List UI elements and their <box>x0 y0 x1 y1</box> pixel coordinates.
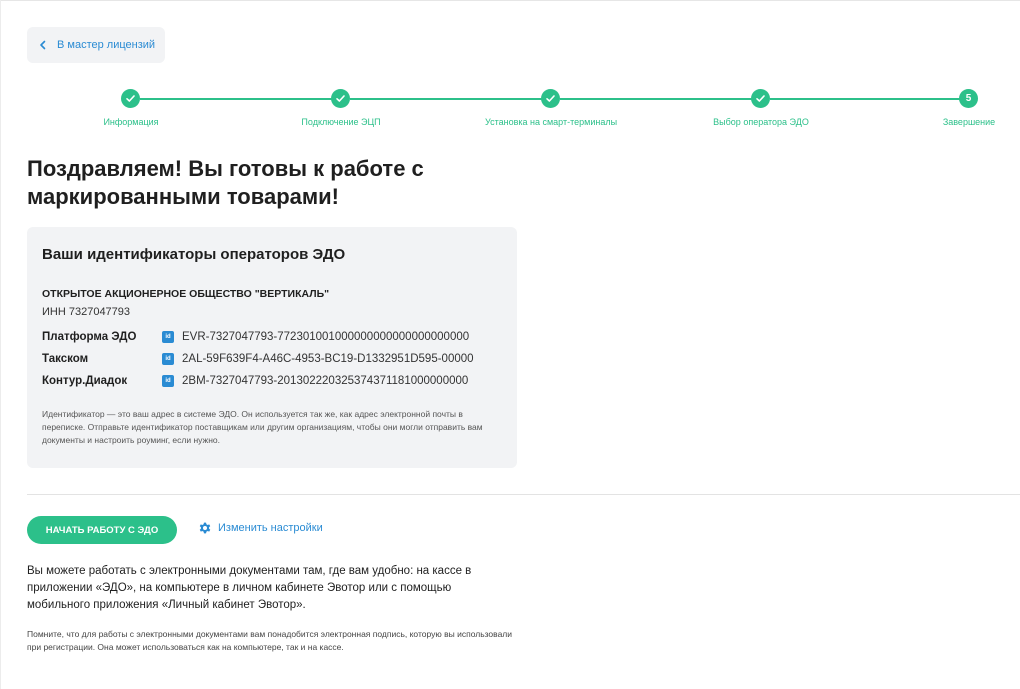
back-button-label: В мастер лицензий <box>57 39 156 51</box>
id-badge-icon: id <box>162 331 174 343</box>
step-1-done <box>121 89 140 108</box>
operator-name: Контур.Диадок <box>42 375 128 387</box>
signature-reminder: Помните, что для работы с электронными документами вам понадобится электронная подпись, которую вы использовали при регистрации. Она может использоваться как на компьютере, так и на кассе. <box>27 629 513 652</box>
operator-row <box>42 329 469 345</box>
organization-inn: ИНН 7327047793 <box>42 306 131 318</box>
start-edo-button[interactable]: НАЧАТЬ РАБОТУ С ЭДО <box>27 516 177 544</box>
edo-identifiers-card <box>27 227 517 468</box>
operator-id[interactable]: 2BM-7327047793-201302220325374371181000000000 <box>182 375 469 387</box>
operator-id[interactable]: 2AL-59F639F4-A46C-4953-BC19-D1332951D595-00000 <box>182 353 474 365</box>
checkmark-icon <box>545 93 556 104</box>
step-connector <box>770 98 968 100</box>
operator-name: Платформа ЭДО <box>42 331 137 343</box>
top-border <box>0 0 1020 1</box>
operator-id[interactable]: EVR-7327047793-772301001000000000000000000000 <box>182 331 470 343</box>
identifier-explanation: Идентификатор — это ваш адрес в системе ЭДО. Он используется так же, как адрес электронной почты в переписке. Отправьте идентификатор поставщикам или другим организациям, чтобы они могли отправить вам документы и настроить роуминг, если нужно. <box>42 409 483 445</box>
usage-description: Вы можете работать с электронными документами там, где вам удобно: на кассе в приложении «ЭДО», на компьютере в личном кабинете Эвотор или с помощью мобильного приложения «Личный кабинет Эвотор». <box>27 565 472 611</box>
step-label-ecp: Подключение ЭЦП <box>301 117 381 127</box>
step-number: 5 <box>965 93 972 104</box>
gear-icon <box>198 521 212 535</box>
operator-row <box>42 351 474 367</box>
step-connector <box>560 98 760 100</box>
change-settings-link[interactable] <box>198 521 323 535</box>
step-5-current <box>959 89 978 108</box>
step-label-finish: Завершение <box>942 117 996 127</box>
id-badge-icon: id <box>162 375 174 387</box>
chevron-left-icon <box>37 39 49 51</box>
step-label-operator: Выбор оператора ЭДО <box>713 117 809 127</box>
checkmark-icon <box>755 93 766 104</box>
wizard-stepper <box>0 88 1020 138</box>
operator-name: Такском <box>42 353 89 365</box>
organization-name: ОТКРЫТОЕ АКЦИОНЕРНОЕ ОБЩЕСТВО "ВЕРТИКАЛЬ" <box>42 288 330 300</box>
id-badge-icon: id <box>162 353 174 365</box>
step-2-done <box>331 89 350 108</box>
step-connector <box>140 98 340 100</box>
step-label-info: Информация <box>103 117 159 127</box>
step-label-terminals: Установка на смарт-терминалы <box>484 117 618 127</box>
checkmark-icon <box>335 93 346 104</box>
section-divider <box>27 494 1020 495</box>
page-title: Поздравляем! Вы готовы к работе с маркированными товарами! <box>27 156 424 209</box>
card-title: Ваши идентификаторы операторов ЭДО <box>42 246 346 263</box>
checkmark-icon <box>125 93 136 104</box>
back-to-license-wizard-button[interactable] <box>27 27 165 63</box>
step-4-done <box>751 89 770 108</box>
step-connector <box>350 98 550 100</box>
step-3-done <box>541 89 560 108</box>
operator-row <box>42 373 468 389</box>
change-settings-label: Изменить настройки <box>218 522 323 534</box>
